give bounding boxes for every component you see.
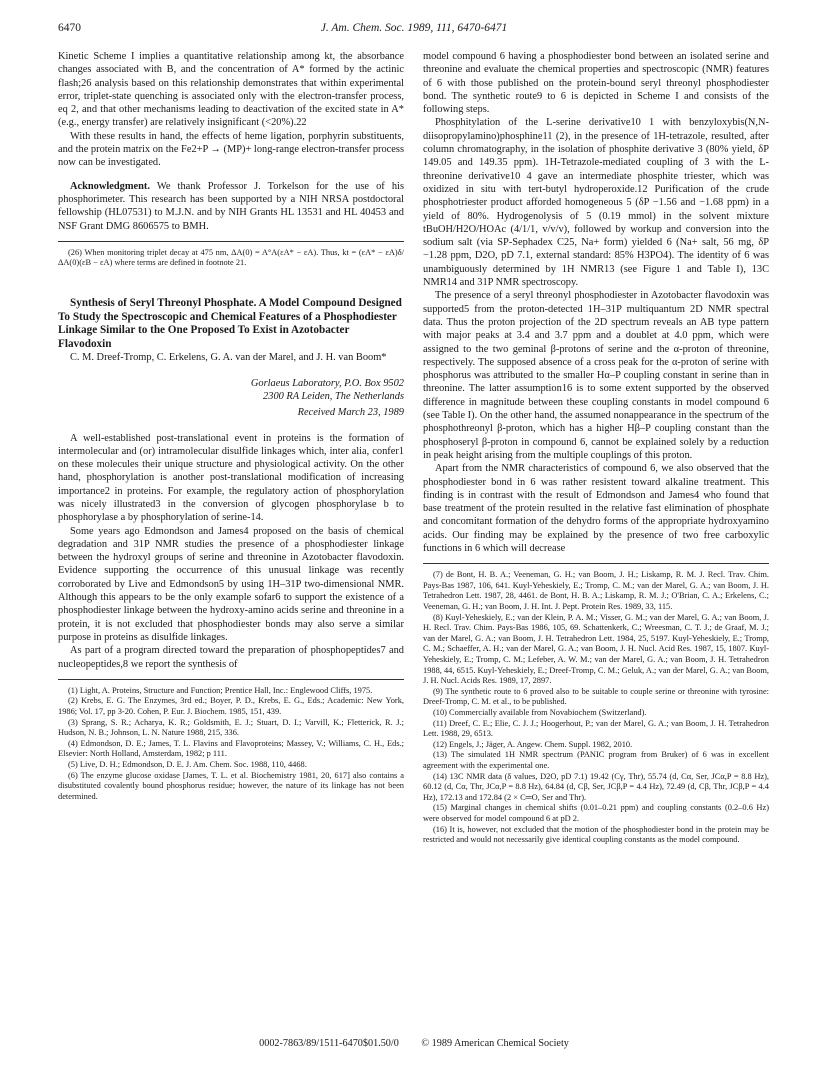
acknowledgment-heading: Acknowledgment.: [70, 180, 150, 192]
footnote: (12) Engels, J.; Jäger, A. Angew. Chem. Suppl. 1982, 2010.: [433, 739, 633, 749]
acknowledgment-text: We thank Professor J. Torkelson for the use of his phosphorimeter. This research has been supported by a NIH NRSA postdoctoral fellowship (HL07531) to M.J.N. and by NIH Grants HL 13531 and HL 40453 and NSF Grant DMG 8606575 to BMH.: [58, 180, 404, 232]
footnote: (4) Edmondson, D. E.; James, T. L. Flavins and Flavoproteins; Massey, V.; Williams, C. H., Eds.; Elsevier: North Holland, Amsterdam, 1982; p 111.: [58, 738, 404, 759]
page-number: 6470: [58, 22, 81, 34]
paragraph: With these results in hand, the effects of heme ligation, porphyrin substituents, and the protein matrix on the Fe2+P → (MP)+ long-range electron-transfer process now can be investigated.: [58, 130, 404, 169]
paragraph: Some years ago Edmondson and James4 proposed on the basis of chemical degradation and 31P NMR studies the presence of a phosphodiester linkage between the hydroxyl groups of serine and threonine in Azotobacter flavodoxin. Evidence supporting the occurrence of this unusual linkage was recently corroborated by Live and Edmondson5 by using 1H–31P two-dimensional NMR. Although this appears to be the only example sofar6 to support the existence of a phosphodiester linkage between the hydroxy-amino acids serine and threonine in a protein, it is not excluded that phosphodiester bonds may also serve a similar purpose in proteins as disulfide linkages.: [58, 525, 404, 643]
footnotes: [423, 570, 769, 845]
article-separator: [58, 269, 404, 297]
footnotes: [58, 248, 404, 269]
paragraph: A well-established post-translational event in proteins is the formation of intermolecular and (or) intramolecular disulfide linkages which, inter alia, confer1 on these molecules their unique structure and physiological activity. On the other hand, phosphorylation is another post-translational modification of increasing importance2 in proteins. For example, the regulatory action of phosphorylation was nicely illustrated3 in the conversion of glycogen phosphorylase b to phosphorylase a by phosphorylation of serine-14.: [58, 432, 404, 524]
footnote: (14) 13C NMR data (δ values, D2O, pD 7.1) 19.42 (Cγ, Thr), 55.74 (d, Cα, Ser, JCα,P = 8.8 Hz), 60.12 (d, Cα, Thr, JCα,P = 8.8 Hz), 64.84 (d, Cβ, Ser, JCβ,P = 4.4 Hz), 72.49 (d, Cβ, Thr, JCβ,P = 4.4 Hz), 172.13 and 172.84 (2 × C═O, Ser and Thr).: [423, 771, 769, 802]
footnotes: [58, 686, 404, 803]
paragraph: model compound 6 having a phosphodiester bond between an isolated serine and threonine and evaluate the chemical properties and spectroscopic (NMR) features of 6 with those published on the protein-bound seryl threonyl phosphodiester bond. The synthetic route9 to 6 is depicted in Scheme I and consists of the following steps.: [423, 51, 769, 116]
received-date: Received March 23, 1989: [297, 406, 404, 418]
article-title: Synthesis of Seryl Threonyl Phosphate. A Model Compound Designed To Study the Spectroscopic and Chemical Features of a Phosphodiester Linkage Similar to the One Proposed To Exist in Azotobacter Flavodoxin: [58, 297, 402, 350]
paragraph: Apart from the NMR characteristics of compound 6, we also observed that the phosphodiester bond in 6 was rather resistent toward alkaline treatment. This finding is in contrast with the result of Edmondson and James4 who found that base treatment of the protein resulted in the relative fast elimination of phosphate and concomitant formation of the dehydro forms of the appropriate hydroxyamino acids. Our finding may be explained by the presence of two free carboxylic functions in 6 which will decrease: [423, 463, 769, 554]
paragraph: As part of a program directed toward the preparation of phosphopeptides7 and nucleopeptides,8 we report the synthesis of: [58, 645, 404, 670]
affiliation-line: 2300 RA Leiden, The Netherlands: [263, 391, 404, 403]
copyright: © 1989 American Chemical Society: [421, 1038, 569, 1049]
footnote: (2) Krebs, E. G. The Enzymes, 3rd ed.; Boyer, P. D., Krebs, E. G., Eds.; Academic: New York, 1986; Vol. 17, pp 3-20. Cohen, P. Eur. J. Biochem. 1985, 151, 439.: [58, 696, 404, 717]
footnote: (13) The simulated 1H NMR spectrum (PANIC program from Bruker) of 6 was in excellent agreement with the experimental one.: [423, 750, 769, 770]
right-column: [423, 50, 769, 846]
page-header: [58, 22, 770, 38]
footnote: (3) Sprang, S. R.; Acharya, K. R.; Goldsmith, E. J.; Stuart, D. I.; Varvill, K.; Fletterick, R. J.; Hudson, N. B.; Johnson, L. N. Nature 1988, 215, 336.: [58, 717, 404, 738]
left-column: [58, 50, 404, 802]
footnote: (8) Kuyl-Yeheskiely, E.; van der Klein, P. A. M.; Visser, G. M.; van der Marel, G. A.; van Boom, J. H. Recl. Trav. Chim. Pays-Bas 1986, 105, 69. Schattenkerk, C.; Wreesman, C. T. J.; de Graaf, M. J.; van der Marel, G. A.; van Boom, J. H. Tetrahedron Lett. 1984, 25, 5197. Kuyl-Yeheskiely, E.; Tromp, C. M.; Schaeffer, A. H.; van der Marel, G. A.; van Boom, J. H. Nucl. Acid Res. 1987, 15, 1807. Kuyl-Yeheskiely, E.; Tromp, C. M.; Lefeber, A. W. M.; van der Marel, G. A.; van Boom, J. H. Tetrahedron 1988, 44, 6515. Kuyl-Yeheskiely, E.; Dreef-Tromp, C. M.; Geluk, A.; van der Marel, G. A.; van Boom, J. H. Nucl. Acids Res. 1989, 17, 2897.: [423, 612, 769, 686]
journal-citation: J. Am. Chem. Soc. 1989, 111, 6470-6471: [320, 22, 508, 34]
footnote: (26) When monitoring triplet decay at 475 nm, ΔA(0) = A°A(εA* − εA). Thus, kt = (εA* − εA)δ/ΔA(0)(εB − εA) where terms are defined in footnote 21.: [58, 247, 404, 268]
footnote-rule: [58, 679, 404, 680]
footnote: (1) Light, A. Proteins, Structure and Function; Prentice Hall, Inc.: Englewood Cliffs, 1975.: [68, 685, 373, 695]
affiliation: [58, 377, 404, 420]
footnote: (5) Live, D. H.; Edmondson, D. E. J. Am. Chem. Soc. 1988, 110, 4468.: [68, 760, 307, 769]
footnote: (15) Marginal changes in chemical shifts (0.01–0.21 ppm) and coupling constants (0.2–0.6 Hz) were observed for model compound 6 at pD 2.: [423, 803, 769, 823]
paragraph: Kinetic Scheme I implies a quantitative relationship among kt, the absorbance changes associated with B, and the concentration of A* formed by the actinic flash;26 analysis based on this relationship demonstrates that within experimental error, triplet-state quenching is associated only with the electron-transfer process, eq 2, and that other mechanisms leading to deactivation of the excited state in A* (e.g., energy transfer) are relatively insignificant (<20%).22: [58, 51, 404, 129]
footnote: (11) Dreef, C. E.; Elie, C. J. J.; Hoogerhout, P.; van der Marel, G. A.; van Boom, J. H. Tetrahedron Lett. 1988, 29, 6513.: [423, 718, 769, 739]
footnote: (9) The synthetic route to 6 proved also to be suitable to couple serine or threonine with tyrosine: Dreef-Tromp, C. M. et al., to be published.: [423, 686, 769, 707]
footnote-rule: [58, 241, 404, 242]
authors: C. M. Dreef-Tromp, C. Erkelens, G. A. van der Marel, and J. H. van Boom*: [70, 352, 387, 364]
paragraph: Phosphitylation of the L-serine derivative10 1 with benzyloxybis(N,N-diisopropylamino)phosphine11 (2), in the presence of 1H-tetrazole, resulted, after column chromatography, in the isolation of phosphite derivative 3 (80% yield, δP 149.05 and 149.35 ppm). 1H-Tetrazole-mediated coupling of 3 with the L-threonine derivative10 4 gave an intermediate phosphite triester, which was oxidized in situ with tert-butyl hydroperoxide.12 Purification of the crude phosphotriester product afforded homogeneous 5 (δP −1.56 and −1.68 ppm) in a yield of 80%. Hydrogenolysis of 5 (0.19 mmol) in the solvent mixture tBuOH/H2O/HOAc (4/1/1, v/v/v), followed by workup and conversion into the sodium salt (via SP-Sephadex C25, Na+ form) yielded 6 (Na+ salt, 56 mg, δP −1.28 ppm, D2O, pD 7.1, external standard: 85% H3PO4). The identity of 6 was unambiguously determined by 1H NMR13 (see Figure 1 and Table I), 13C NMR14 and 31P NMR spectroscopy.: [423, 117, 769, 289]
affiliation-line: Gorlaeus Laboratory, P.O. Box 9502: [250, 377, 404, 389]
footnote-rule: [423, 563, 769, 564]
acknowledgment: [58, 180, 404, 233]
footnote: (7) de Bont, H. B. A.; Veeneman, G. H.; van Boom, J. H.; Liskamp, R. M. J. Recl. Trav. Chim. Pays-Bas 1987, 106, 641. Kuyl-Yeheskiely, E.; Tromp, C. M.; van der Marel, G. A.; van Boom, J. H. Tetrahedron Lett. 1987, 28, 4461. de Bont, H. B. A.; Liskamp, R. M. J.; O'Brian, C. A.; Erkelens, C.; Veeneman, G. H.; van Boom, J. H. Int. J. Pept. Protein Res. 1989, 33, 115.: [423, 570, 769, 612]
page-footer: [58, 1038, 770, 1049]
footnote: (6) The enzyme glucose oxidase [James, T. L. et al. Biochemistry 1981, 20, 617] also contains a disubstituted covalently bound phosphorus residue; however, the nature of its linkage has not been determined.: [58, 770, 404, 801]
footnote: (16) It is, however, not excluded that the motion of the phosphodiester bond in the protein may be restricted and would not necessarily give identical coupling constants as the model compound.: [423, 824, 769, 845]
article-code: 0002-7863/89/1511-6470$01.50/0: [259, 1038, 399, 1049]
paragraph: The presence of a seryl threonyl phosphodiester in Azotobacter flavodoxin was supported5 from the proton-detected 1H–31P multiquantum 2D NMR spectral data. Thus the proton projection of the 2D spectrum reveals an AB type pattern with major peaks at 3.4 and 3.7 ppm and a doublet at 4.0 ppm, which were assigned to the two geminal β-protons of serine and the α-proton of threonine, respectively. The supposed absence of a cross peak for the α-proton of serine with phosphorus was attributed to the smaller Hα–P coupling constant in serine than in threonine. The latter assumption16 is to some extent supported by the observed difference in magnitude between these coupling constants in model compound 6 (see Table I). On the other hand, the assumed nonappearance in the spectrum of the phosphothreonyl β-proton, which has a higher Hβ–P coupling constant than the phosphoseryl β-proton in compound 6, cannot be explained solely by a reduction in peak height arising from the multiple couplings of this proton.: [423, 290, 769, 461]
footnote: (10) Commercially available from Novabiochem (Switzerland).: [433, 708, 647, 717]
